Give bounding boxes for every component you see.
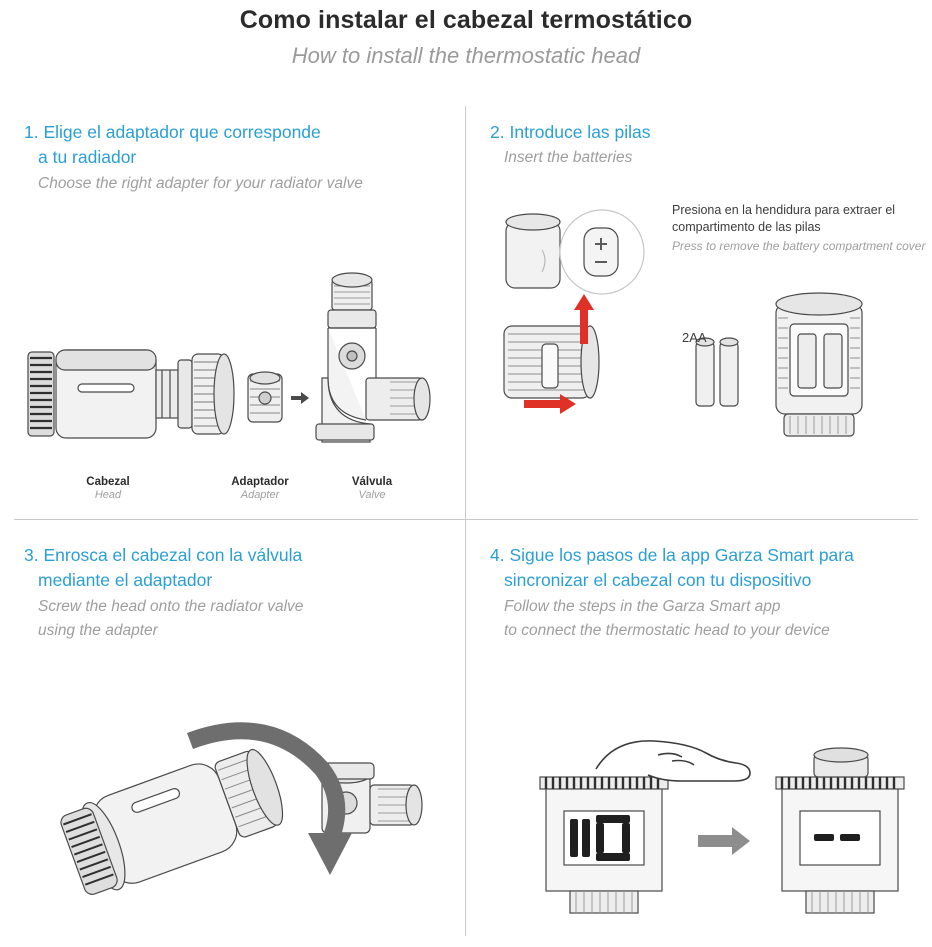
step-3-title-es-line2: mediante el adaptador	[38, 570, 213, 591]
step-3-title-es-line1: Enrosca el cabezal con la válvula	[43, 545, 303, 565]
step-2-note-es: Presiona en la hendidura para extraer el compartimento de las pilas	[672, 203, 896, 234]
step-4-heading	[466, 521, 932, 643]
step-2-title-en: Insert the batteries	[504, 149, 633, 167]
step-4-title-en-line2: to connect the thermostatic head to your device	[504, 622, 830, 640]
page-title-en: How to install the thermostatic head	[291, 42, 641, 68]
step-1-title-en: Choose the right adapter for your radiator valve	[38, 174, 363, 192]
step-2-title-es	[490, 120, 908, 145]
step-4-title-es-line2: sincronizar el cabezal con tu dispositivo	[504, 570, 812, 591]
step-3-heading	[0, 521, 466, 643]
caption-head	[48, 476, 168, 501]
steps-grid	[0, 98, 932, 944]
step-1-heading	[0, 98, 466, 195]
caption-adapter	[200, 476, 320, 501]
caption-head-en: Head	[94, 489, 122, 501]
step-2-title-es-line1: Introduce las pilas	[509, 122, 651, 142]
step-2-number: 2.	[490, 122, 505, 142]
step-4-illustration	[526, 739, 926, 947]
step-2-illustration	[484, 194, 930, 514]
caption-valve	[312, 476, 432, 501]
step-3-title-en-line2: using the adapter	[38, 622, 158, 640]
step-2-note-en: Press to remove the battery compartment cover	[672, 238, 926, 253]
step-3-illustration	[22, 699, 452, 935]
step-4-panel	[466, 521, 932, 944]
step-1-number: 1.	[24, 122, 39, 142]
caption-adapter-es: Adaptador	[231, 476, 289, 488]
step-3-number: 3.	[24, 545, 39, 565]
step-4-number: 4.	[490, 545, 505, 565]
step-4-title-es-line1: Sigue los pasos de la app Garza Smart para	[509, 545, 854, 565]
battery-type-label: 2AA	[682, 330, 707, 345]
step-3-title-es	[24, 543, 442, 594]
step-3-panel	[0, 521, 466, 944]
caption-valve-en: Valve	[358, 489, 386, 501]
caption-adapter-en: Adapter	[240, 489, 280, 501]
step-1-panel	[0, 98, 466, 521]
header	[0, 0, 932, 70]
step-1-illustration	[10, 228, 460, 458]
page-title-es: Como instalar el cabezal termostático	[239, 6, 693, 34]
step-1-title-es	[24, 120, 442, 171]
step-1-title-es-line2: a tu radiador	[38, 147, 137, 168]
step-2-panel	[466, 98, 932, 521]
caption-head-es: Cabezal	[86, 476, 130, 488]
step-2-heading	[466, 98, 932, 170]
step-1-title-es-line1: Elige el adaptador que corresponde	[43, 122, 321, 142]
step-3-title-en-line1: Screw the head onto the radiator valve	[38, 597, 304, 615]
caption-valve-es: Válvula	[351, 476, 393, 488]
step-4-title-en-line1: Follow the steps in the Garza Smart app	[504, 597, 781, 615]
step-4-title-es	[490, 543, 908, 594]
